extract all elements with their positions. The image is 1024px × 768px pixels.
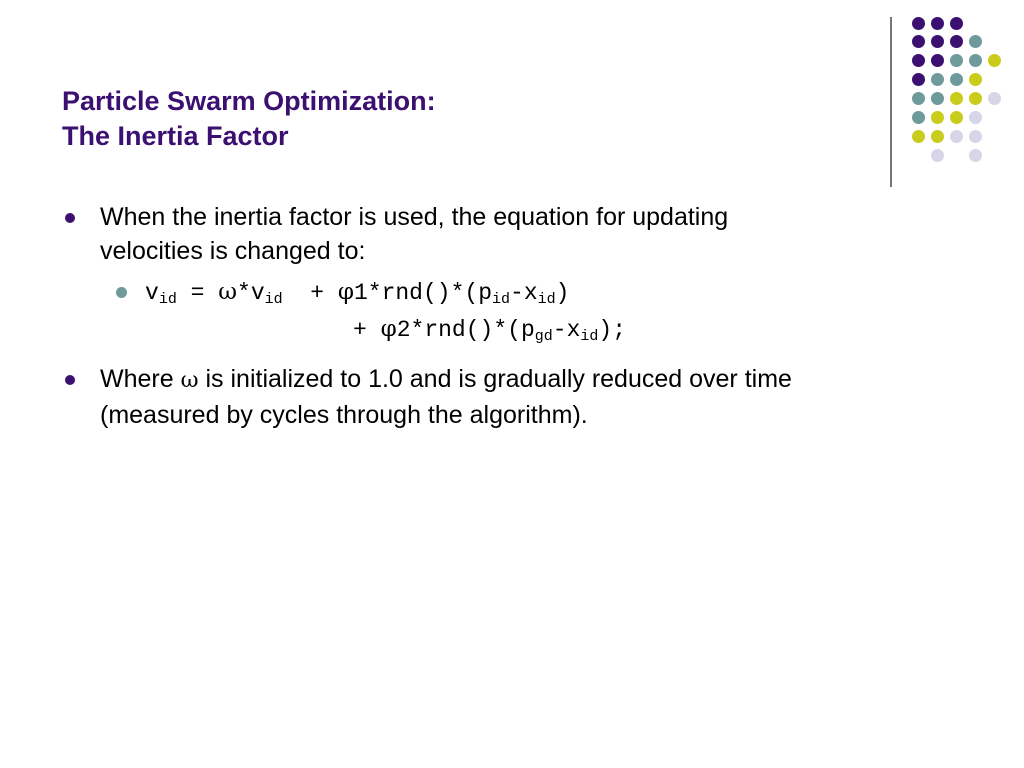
omega-symbol: ω — [218, 279, 238, 305]
decoration-dot — [931, 35, 944, 48]
text-span: is initialized to 1.0 and is gradually reduced over time — [198, 365, 792, 393]
bullet-where-omega — [62, 362, 962, 432]
decoration-dot — [931, 54, 944, 67]
decoration-dot — [950, 35, 963, 48]
decoration-dot — [950, 130, 963, 143]
phi-symbol: φ — [337, 279, 354, 305]
omega-symbol: ω — [180, 368, 199, 393]
bullet-text-line-1: When the inertia factor is used, the equation for updating — [100, 203, 729, 231]
bullet-marker — [65, 375, 75, 385]
phi-symbol: φ — [380, 316, 397, 342]
eq-symbol: = — [176, 280, 219, 306]
decoration-dot — [969, 149, 982, 162]
decoration-dot — [969, 35, 982, 48]
eq-symbol: *v — [237, 280, 265, 306]
eq-symbol: + — [353, 317, 381, 343]
decoration-dot — [931, 149, 944, 162]
eq-symbol: 2*rnd()*(p — [396, 317, 535, 343]
equation-line-1 — [145, 274, 962, 311]
sub-bullet-equation — [62, 274, 962, 348]
title-line-1: Particle Swarm Optimization: — [62, 86, 436, 116]
eq-subscript: id — [580, 328, 599, 345]
vertical-divider — [890, 17, 892, 187]
decoration-dot — [950, 54, 963, 67]
eq-symbol: ) — [555, 280, 570, 306]
decoration-dot — [969, 130, 982, 143]
eq-subscript: id — [158, 291, 177, 308]
sub-bullet-marker — [116, 287, 127, 298]
decoration-dot — [950, 17, 963, 30]
decoration-dot — [912, 111, 925, 124]
decoration-dot — [912, 35, 925, 48]
text-span: Where — [100, 365, 181, 393]
decoration-dot — [912, 17, 925, 30]
bullet-marker — [65, 213, 75, 223]
bullet-text-line-1 — [100, 362, 962, 398]
decoration-dot — [950, 73, 963, 86]
decoration-dot — [931, 92, 944, 105]
decoration-dot — [969, 73, 982, 86]
eq-subscript: id — [537, 291, 556, 308]
decoration-dot — [969, 92, 982, 105]
decoration-dot — [931, 73, 944, 86]
decoration-dot — [950, 111, 963, 124]
decoration-dot — [931, 17, 944, 30]
equation-line-2 — [145, 311, 962, 348]
decoration-dot — [912, 92, 925, 105]
decoration-dot — [950, 92, 963, 105]
eq-symbol: -x — [552, 317, 581, 343]
slide-body — [62, 200, 962, 432]
decoration-dot — [969, 111, 982, 124]
decoration-dot — [912, 73, 925, 86]
bullet-inertia-factor — [62, 200, 962, 268]
bullet-text-line-2: velocities is changed to: — [100, 237, 366, 265]
bullet-text-line-2: (measured by cycles through the algorithm). — [100, 401, 588, 429]
eq-symbol: -x — [510, 280, 538, 306]
decoration-dot — [988, 92, 1001, 105]
eq-subscript: gd — [534, 328, 553, 345]
slide-title — [62, 84, 436, 154]
decoration-dot — [912, 54, 925, 67]
decoration-dot — [969, 54, 982, 67]
eq-subscript: id — [264, 291, 283, 308]
eq-symbol: + — [282, 280, 338, 306]
eq-symbol: ); — [598, 317, 626, 343]
eq-symbol: 1*rnd()*(p — [353, 280, 492, 306]
decoration-dot — [912, 130, 925, 143]
title-line-2: The Inertia Factor — [62, 121, 289, 151]
eq-symbol: v — [145, 280, 159, 306]
decoration-dot — [931, 111, 944, 124]
decoration-dot — [988, 54, 1001, 67]
decoration-dot — [931, 130, 944, 143]
eq-subscript: id — [492, 291, 511, 308]
